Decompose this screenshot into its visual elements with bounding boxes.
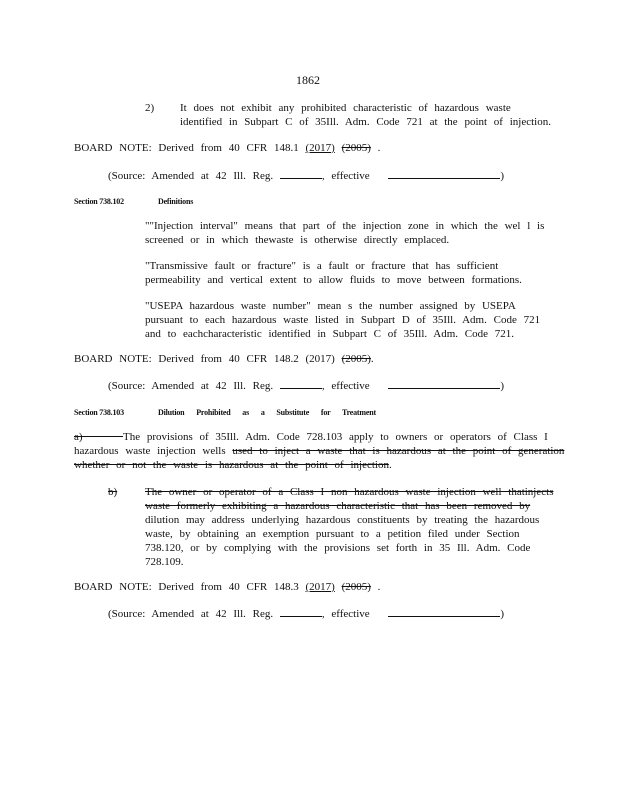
definition-usepa-number-line-3: and to eachcharacteristic identified in Subpart C of 35Ill. Adm. Code 721. <box>145 328 515 340</box>
source-1-close: ) <box>500 170 505 182</box>
paragraph-a-label-text: a) <box>74 431 83 443</box>
paragraph-a-line-1 <box>74 430 548 444</box>
section-738-103-number: Section 738.103 <box>74 408 124 417</box>
section-738-102-title: Definitions <box>158 197 194 206</box>
source-3-effective: , effective <box>321 608 370 620</box>
page-number: 1862 <box>296 73 320 87</box>
definition-usepa-number-line-2: pursuant to each hazardous waste listed in Subpart D of 35Ill. Adm. Code 721 <box>145 314 541 326</box>
definition-injection-interval-line-1: ""Injection interval" means that part of the injection zone in which the wel l is <box>145 220 545 232</box>
source-3-close: ) <box>500 608 505 620</box>
source-2-effective: , effective <box>321 380 370 392</box>
source-line-1 <box>108 168 504 183</box>
board-note-1-text: BOARD NOTE: Derived from 40 CFR 148.1 <box>74 142 299 154</box>
paragraph-b-line-1-deleted: The owner or operator of a Class I non hazardous waste injection well thatinjects <box>145 486 554 498</box>
source-2-reg-blank <box>280 378 322 389</box>
board-note-2-deleted-year: (2005) <box>341 353 371 365</box>
definition-injection-interval-line-2: screened or in which thewaste is otherwise directly emplaced. <box>145 234 450 246</box>
paragraph-a-line-2-text: hazardous waste injection wells <box>74 445 226 457</box>
paragraph-b-line-5: 738.120, or by complying with the provisions set forth in 35 Ill. Adm. Code <box>145 542 531 554</box>
paragraph-a-line-3 <box>74 458 392 472</box>
paragraph-b-line-4: waste, by obtaining an exemption pursuant to a petition filed under Section <box>145 528 520 540</box>
source-3-date-blank <box>388 606 500 617</box>
paragraph-b-label: b) <box>108 486 118 498</box>
board-note-2-text: BOARD NOTE: Derived from 40 CFR 148.2 (2017) <box>74 353 335 365</box>
board-note-3 <box>74 580 380 594</box>
board-note-3-period: . <box>377 581 381 593</box>
item-2-line-2: identified in Subpart C of 35Ill. Adm. Code 721 at the point of injection. <box>180 116 551 128</box>
source-3-prefix: (Source: Amended at 42 Ill. Reg. <box>108 608 274 620</box>
section-738-102-number: Section 738.102 <box>74 197 124 206</box>
board-note-3-added-year: (2017) <box>305 581 335 593</box>
board-note-1-deleted-year: (2005) <box>341 142 371 154</box>
source-2-close: ) <box>500 380 505 392</box>
paragraph-a-line-1-text: The provisions of 35Ill. Adm. Code 728.103 apply to owners or operators of Class I <box>123 431 548 443</box>
paragraph-a-deleted-label <box>74 431 123 443</box>
source-1-reg-blank <box>280 168 322 179</box>
paragraph-a-line-2-deleted: used to inject a waste that is hazardous at the point of generation <box>232 445 565 457</box>
paragraph-a-line-3-period: . <box>388 459 392 471</box>
paragraph-a-line-2 <box>74 444 564 458</box>
source-line-3 <box>108 606 504 621</box>
paragraph-b-line-6: 728.109. <box>145 556 184 568</box>
board-note-2-period: . <box>370 353 374 365</box>
board-note-2 <box>74 352 374 366</box>
source-1-effective: , effective <box>321 170 370 182</box>
section-738-103-title: Dilution Prohibited as a Substitute for Treatment <box>158 408 376 417</box>
source-1-prefix: (Source: Amended at 42 Ill. Reg. <box>108 170 274 182</box>
definition-usepa-number-line-1: "USEPA hazardous waste number" mean s the number assigned by USEPA <box>145 300 516 312</box>
source-3-reg-blank <box>280 606 322 617</box>
board-note-3-deleted-year: (2005) <box>341 581 371 593</box>
source-2-prefix: (Source: Amended at 42 Ill. Reg. <box>108 380 274 392</box>
source-2-date-blank <box>388 378 500 389</box>
paragraph-a-line-3-deleted: whether or not the waste is hazardous at the point of injection <box>74 459 389 471</box>
paragraph-b-line-3: dilution may address underlying hazardous constituents by treating the hazardous <box>145 514 540 526</box>
board-note-3-text: BOARD NOTE: Derived from 40 CFR 148.3 <box>74 581 299 593</box>
item-2-line-1: It does not exhibit any prohibited characteristic of hazardous waste <box>180 102 511 114</box>
board-note-1-added-year: (2017) <box>305 142 335 154</box>
board-note-1 <box>74 141 380 155</box>
definition-transmissive-fault-line-2: permeability and vertical extent to allow fluids to move between formations. <box>145 274 522 286</box>
definition-transmissive-fault-line-1: "Transmissive fault or fracture" is a fault or fracture that has sufficient <box>145 260 499 272</box>
board-note-1-period: . <box>377 142 381 154</box>
item-2-number: 2) <box>145 102 155 114</box>
paragraph-b-line-2-deleted: waste formerly exhibiting a hazardous characteristic that has been removed by <box>145 500 531 512</box>
source-1-date-blank <box>388 168 500 179</box>
source-line-2 <box>108 378 504 393</box>
